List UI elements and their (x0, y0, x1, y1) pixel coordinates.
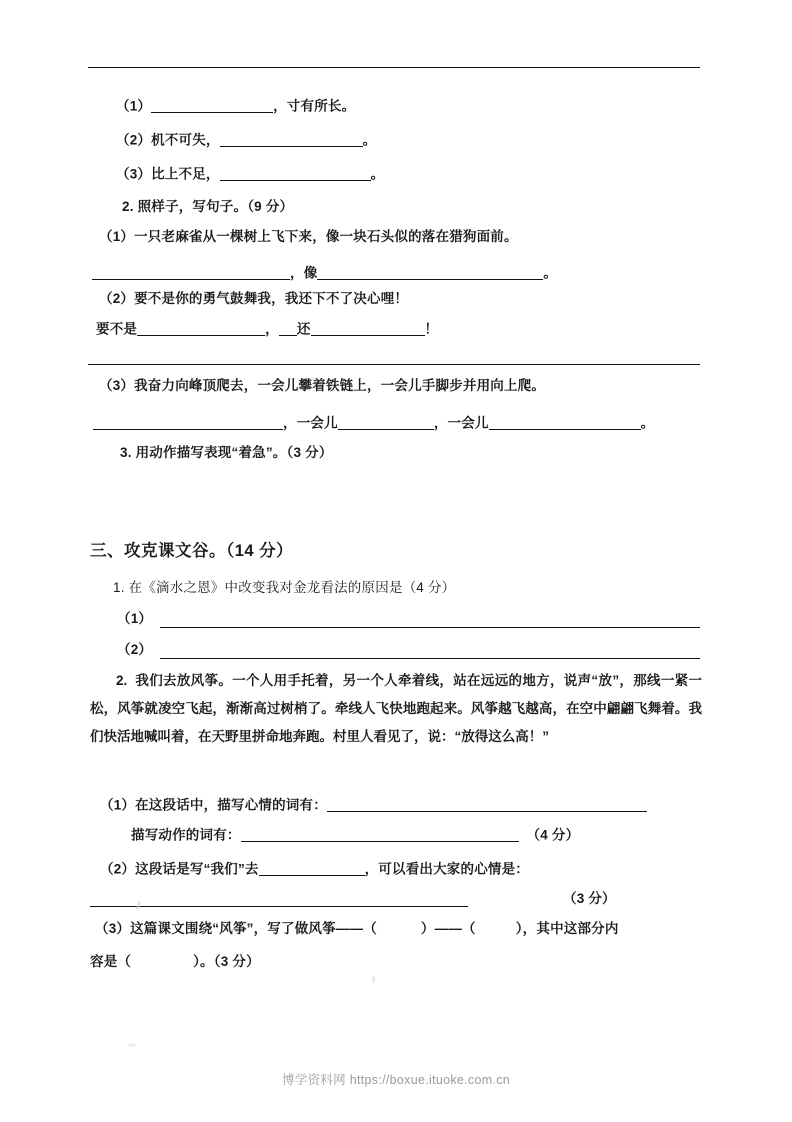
s3-q2-sub2-score: （3 分） (563, 891, 616, 906)
question-2-2-blank-c[interactable] (311, 322, 425, 336)
fill-item-3-before: 比上不足， (151, 166, 220, 182)
s3-q2-sub3-text-e: ）。（3 分） (193, 954, 260, 969)
s3-q2-sub3-text-a: 这篇课文围绕“风筝”，写了做风筝——（ (130, 921, 377, 936)
question-2-1 (99, 230, 518, 244)
fill-item-3 (116, 167, 384, 181)
question-2-3-mid1: ，一会儿 (283, 415, 338, 431)
question-2-1-mid: ，像 (290, 265, 318, 281)
s3-q2-sub3-text-c: ），其中这部分内 (515, 921, 619, 936)
question-2-1-suffix: 。 (543, 265, 558, 281)
question-2-3-number: （3） (99, 378, 135, 393)
s3-question-2-passage-block (90, 667, 702, 751)
scan-speck-2 (372, 976, 375, 983)
s3-q2-sub1-text-b: 描写动作的词有： (131, 827, 241, 843)
s3-question-1-item-1-label: （1） (117, 611, 153, 626)
s3-question-1-item-2-line[interactable] (160, 658, 700, 659)
fill-item-2-number: （2） (116, 132, 152, 148)
question-2-3-blank-a[interactable] (93, 416, 283, 430)
s3-question-1-item-2-label: （2） (117, 642, 153, 657)
fill-item-1-blank[interactable] (151, 99, 273, 113)
fill-item-2-blank[interactable] (220, 133, 363, 147)
s3-q2-sub2-line-a (100, 862, 529, 876)
s3-q2-sub2-text-a: 这段话是写“我们”去 (135, 861, 259, 877)
s3-q2-sub1-line-a (100, 798, 647, 812)
s3-q2-sub3-line-b (90, 955, 260, 969)
s3-q2-sub3-line-a (95, 922, 619, 936)
question-2-3 (99, 379, 545, 393)
s3-question-1-title: 1. 在《滴水之恩》中改变我对金龙看法的原因是（4 分） (113, 580, 456, 595)
section-three-heading: 三、攻克课文谷。（14 分） (90, 542, 294, 560)
s3-q2-sub1-line-b (131, 828, 579, 842)
s3-q2-sub1-score: （4 分） (526, 827, 580, 843)
question-2-2-blank-a[interactable] (137, 322, 265, 336)
s3-question-2-number: 2. (116, 673, 128, 688)
s3-question-2-passage: 我们去放风筝。一个人用手托着，另一个人牵着线，站在远远的地方，说声“放”，那线一紧一松，风筝就凌空飞起，渐渐高过树梢了。牵线人飞快地跑起来。风筝越飞越高，在空中翩翩飞舞着。我们快活地喊叫着，在天野里拼命地奔跑。村里人看见了，说：“放得这么高！” (90, 673, 702, 744)
question-2-2-example: 要不是你的勇气鼓舞我，我还下不了决心哩！ (134, 291, 409, 306)
question-2-2-number: （2） (99, 291, 135, 306)
question-2-1-number: （1） (99, 229, 135, 244)
question-2-3-example: 我奋力向峰顶爬去，一会儿攀着铁链上，一会儿手脚步并用向上爬。 (134, 378, 546, 393)
fill-item-2-after: 。 (362, 132, 377, 148)
fill-item-1-after: ，寸有所长。 (273, 98, 356, 114)
s3-q2-sub1-number: （1） (100, 797, 136, 813)
question-2-2-suffix: ！ (424, 321, 439, 337)
fill-item-2-before: 机不可失， (151, 132, 220, 148)
scan-speck-3 (128, 1043, 136, 1047)
question-2-1-answer (92, 266, 557, 280)
question-2-2-blank-b[interactable] (279, 322, 297, 336)
s3-question-1-item-1-line[interactable] (160, 627, 700, 628)
fill-item-3-number: （3） (116, 166, 152, 182)
question-2-3-blank-c[interactable] (489, 416, 641, 430)
s3-q2-sub1-blank-b[interactable] (241, 828, 519, 842)
question-2-1-blank-a[interactable] (92, 266, 290, 280)
question-2-2-word: 还 (296, 321, 311, 337)
question-3-title: 3. 用动作描写表现“着急”。（3 分） (120, 445, 333, 460)
s3-q2-sub2-answer-line[interactable] (90, 906, 468, 907)
question-2-3-answer (93, 416, 654, 430)
fill-item-3-after: 。 (370, 166, 385, 182)
s3-q2-sub3-number: （3） (95, 921, 131, 936)
top-divider-rule (88, 67, 700, 68)
s3-q2-sub2-text-b: ，可以看出大家的心情是： (364, 861, 530, 877)
question-2-1-blank-b[interactable] (317, 266, 543, 280)
question-2-2-lead: 要不是 (96, 321, 138, 337)
mid-divider-rule (88, 364, 700, 365)
s3-q2-sub2-blank-a[interactable] (259, 862, 365, 876)
s3-q2-sub2-number: （2） (100, 861, 136, 877)
fill-item-1 (116, 99, 355, 113)
s3-q2-sub3-text-b: ）——（ (420, 921, 476, 936)
fill-item-2 (116, 133, 376, 147)
s3-q2-sub1-blank-a[interactable] (327, 798, 647, 812)
fill-item-3-blank[interactable] (220, 167, 371, 181)
question-2-2-mid: ， (265, 321, 279, 337)
question-2-3-suffix: 。 (640, 415, 655, 431)
fill-item-1-number: （1） (116, 98, 152, 114)
question-2-2 (99, 292, 408, 306)
footer-watermark: 博学资料网 https://boxue.ituoke.com.cn (281, 1073, 511, 1087)
s3-q2-sub1-text-a: 在这段话中，描写心情的词有： (135, 797, 327, 813)
question-2-3-mid2: ，一会儿 (433, 415, 489, 431)
question-2-3-blank-b[interactable] (338, 416, 434, 430)
question-2-1-example: 一只老麻雀从一棵树上飞下来，像一块石头似的落在猎狗面前。 (134, 229, 518, 244)
question-2-title: 2. 照样子，写句子。（9 分） (122, 199, 294, 214)
s3-q2-sub3-text-d: 容是（ (90, 954, 132, 969)
question-2-2-answer (96, 322, 438, 336)
